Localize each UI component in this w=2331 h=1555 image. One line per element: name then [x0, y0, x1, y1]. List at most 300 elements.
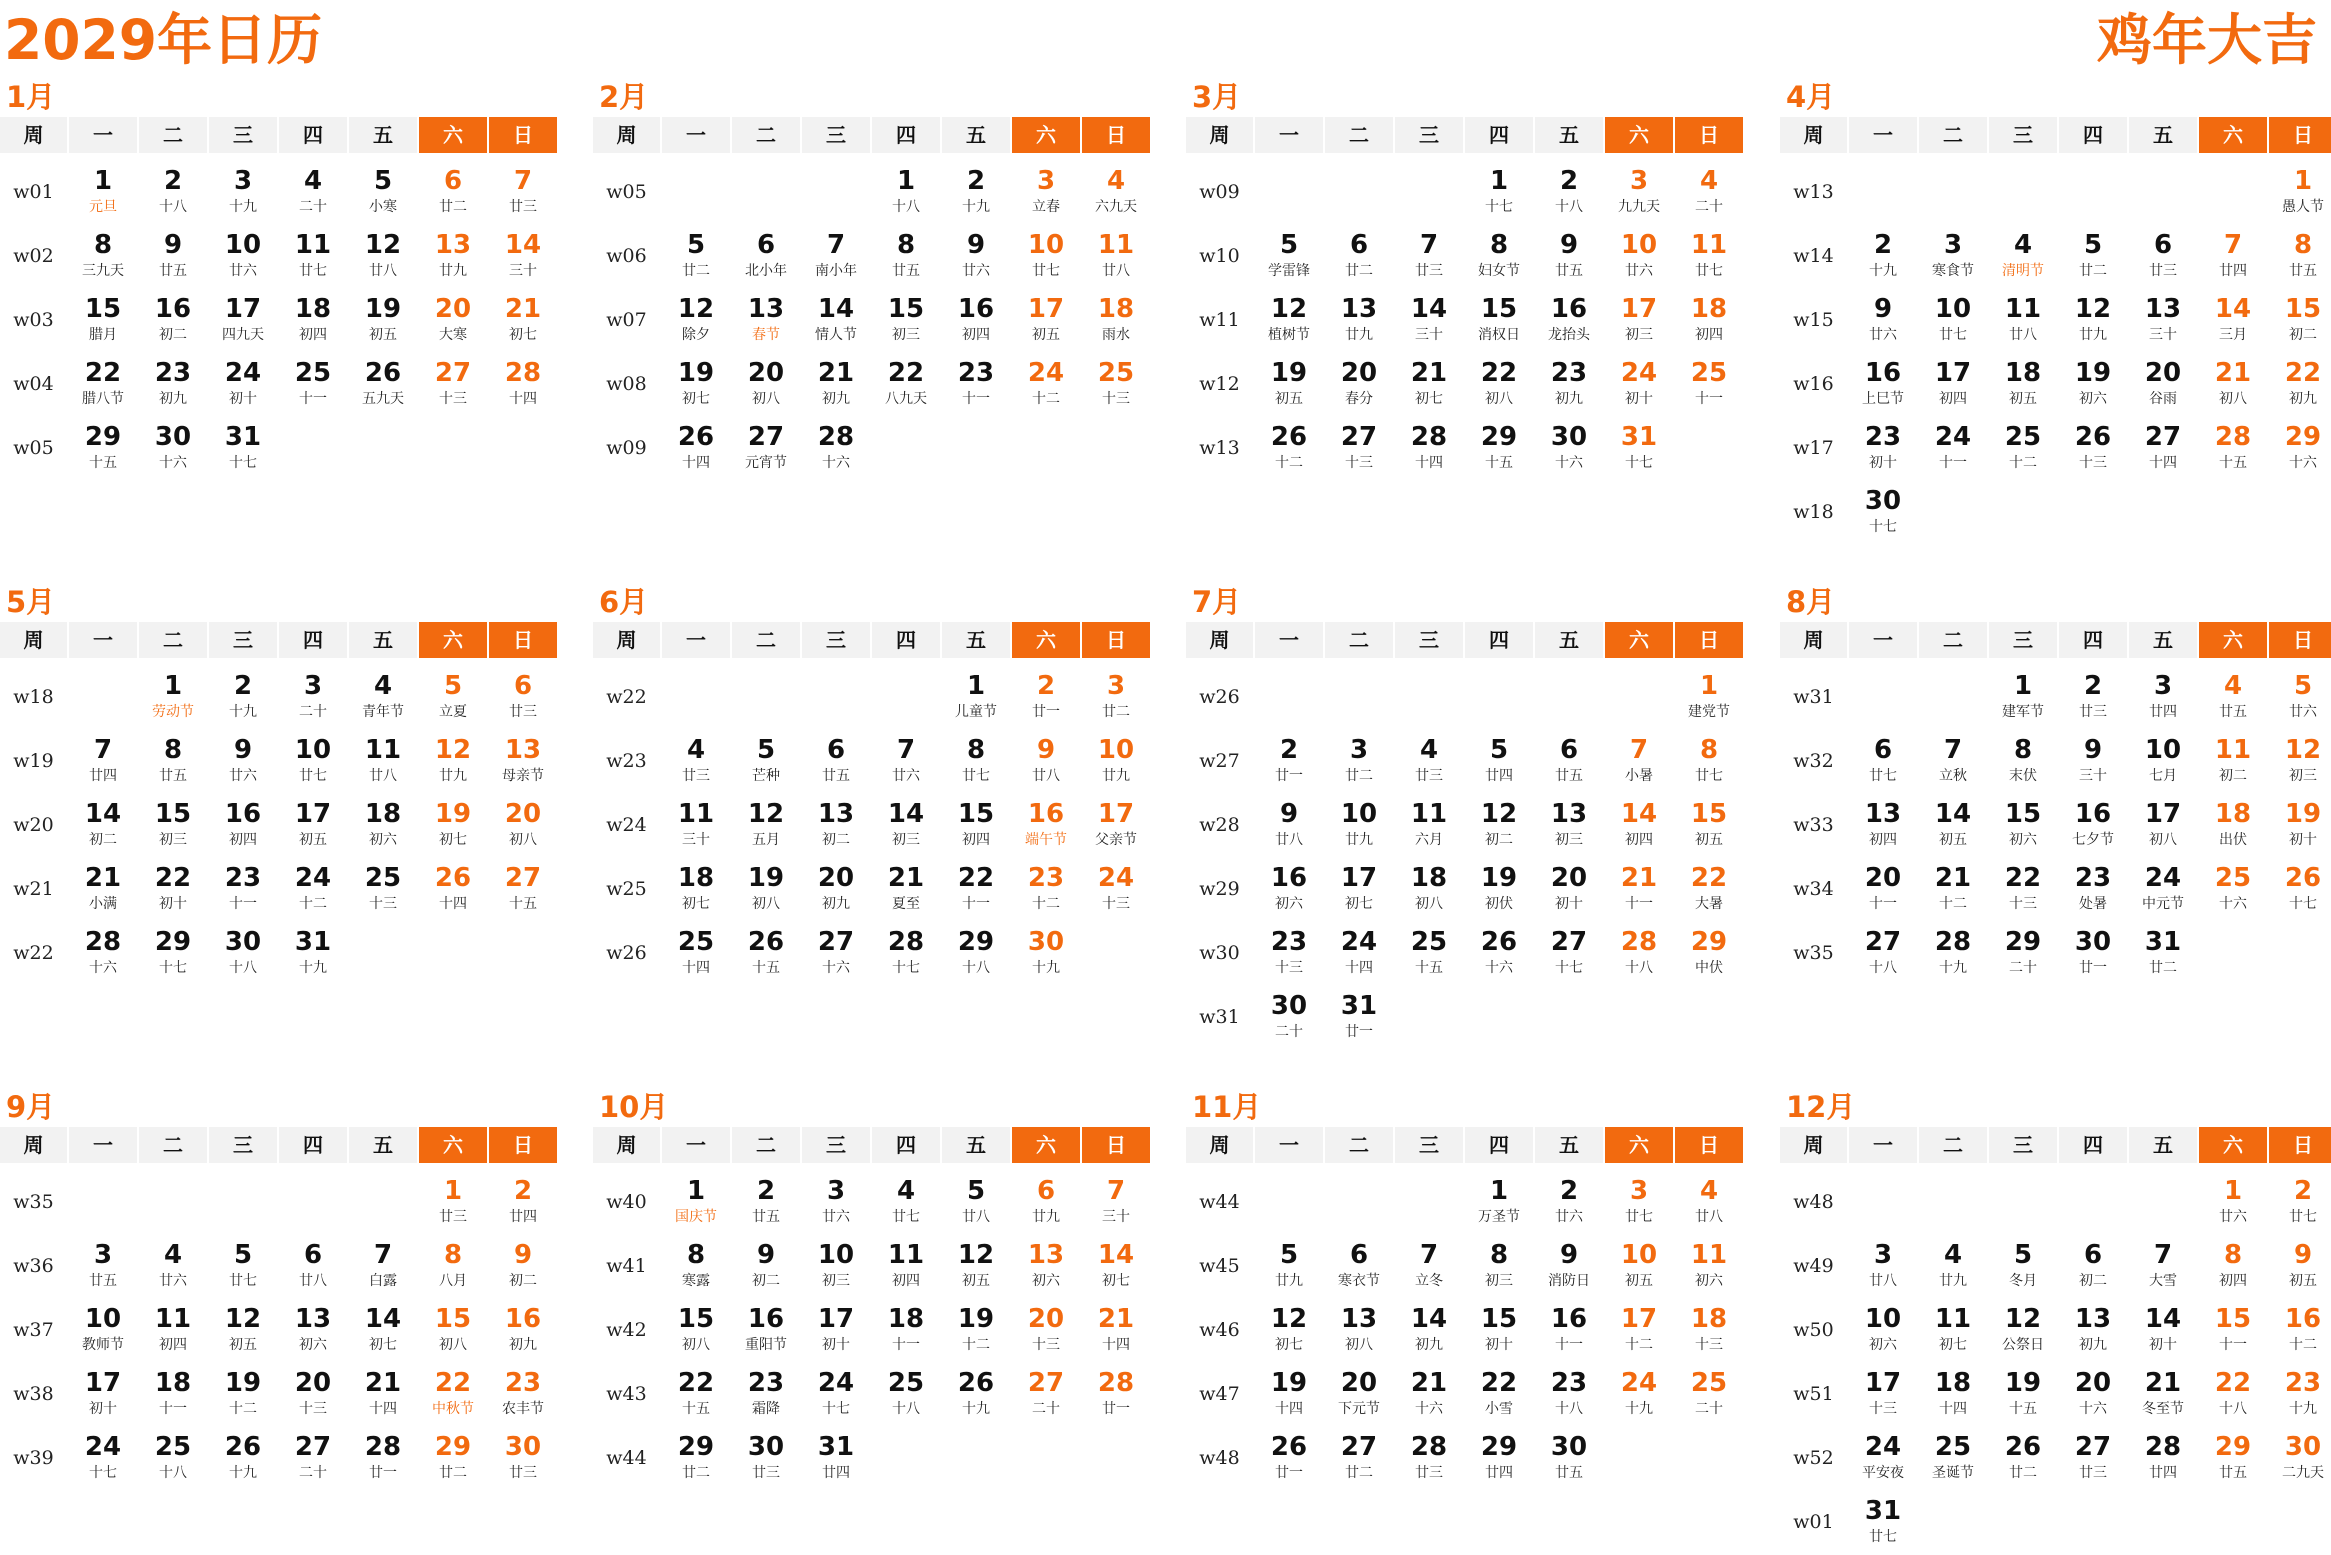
day-cell[interactable]	[801, 1431, 871, 1483]
day-cell[interactable]	[348, 798, 418, 850]
day-cell[interactable]	[1011, 926, 1081, 978]
day-cell[interactable]	[941, 670, 1011, 722]
day-cell[interactable]	[68, 1303, 138, 1355]
day-cell[interactable]	[1988, 357, 2058, 409]
day-cell[interactable]	[1848, 798, 1918, 850]
day-cell[interactable]	[1674, 862, 1744, 914]
day-cell[interactable]	[801, 421, 871, 473]
day-cell[interactable]	[941, 357, 1011, 409]
day-cell[interactable]	[2198, 1367, 2268, 1419]
day-cell[interactable]	[278, 1239, 348, 1291]
day-cell[interactable]	[1394, 862, 1464, 914]
day-cell[interactable]	[871, 1303, 941, 1355]
day-cell[interactable]	[68, 357, 138, 409]
day-cell[interactable]	[2058, 357, 2128, 409]
day-cell[interactable]	[1848, 1303, 1918, 1355]
day-cell[interactable]	[138, 734, 208, 786]
day-cell[interactable]	[1848, 1367, 1918, 1419]
day-cell[interactable]	[488, 1175, 558, 1227]
day-cell[interactable]	[348, 734, 418, 786]
day-cell[interactable]	[801, 1239, 871, 1291]
day-cell[interactable]	[418, 165, 488, 217]
day-cell[interactable]	[1534, 1303, 1604, 1355]
day-cell[interactable]	[278, 357, 348, 409]
day-cell[interactable]	[418, 670, 488, 722]
day-cell[interactable]	[488, 798, 558, 850]
day-cell[interactable]	[661, 1431, 731, 1483]
day-cell[interactable]	[208, 862, 278, 914]
day-cell[interactable]	[2198, 1431, 2268, 1483]
day-cell[interactable]	[1848, 862, 1918, 914]
day-cell[interactable]	[1464, 1303, 1534, 1355]
day-cell[interactable]	[2058, 1303, 2128, 1355]
day-cell[interactable]	[1918, 421, 1988, 473]
day-cell[interactable]	[1918, 734, 1988, 786]
day-cell[interactable]	[418, 798, 488, 850]
day-cell[interactable]	[1011, 357, 1081, 409]
day-cell[interactable]	[2268, 357, 2331, 409]
day-cell[interactable]	[801, 229, 871, 281]
day-cell[interactable]	[2128, 357, 2198, 409]
day-cell[interactable]	[68, 798, 138, 850]
day-cell[interactable]	[1674, 229, 1744, 281]
day-cell[interactable]	[488, 165, 558, 217]
day-cell[interactable]	[2128, 1367, 2198, 1419]
day-cell[interactable]	[2058, 734, 2128, 786]
day-cell[interactable]	[661, 229, 731, 281]
day-cell[interactable]	[1848, 1495, 1918, 1547]
day-cell[interactable]	[138, 1367, 208, 1419]
day-cell[interactable]	[1394, 926, 1464, 978]
day-cell[interactable]	[1988, 421, 2058, 473]
day-cell[interactable]	[1848, 926, 1918, 978]
day-cell[interactable]	[1674, 1367, 1744, 1419]
day-cell[interactable]	[1324, 926, 1394, 978]
day-cell[interactable]	[1604, 1239, 1674, 1291]
day-cell[interactable]	[1394, 1431, 1464, 1483]
day-cell[interactable]	[1604, 293, 1674, 345]
day-cell[interactable]	[2058, 862, 2128, 914]
day-cell[interactable]	[1464, 357, 1534, 409]
day-cell[interactable]	[418, 734, 488, 786]
day-cell[interactable]	[1604, 1175, 1674, 1227]
day-cell[interactable]	[1534, 357, 1604, 409]
day-cell[interactable]	[1464, 862, 1534, 914]
day-cell[interactable]	[871, 798, 941, 850]
day-cell[interactable]	[801, 1175, 871, 1227]
day-cell[interactable]	[871, 165, 941, 217]
day-cell[interactable]	[1848, 357, 1918, 409]
day-cell[interactable]	[1394, 798, 1464, 850]
day-cell[interactable]	[1988, 798, 2058, 850]
day-cell[interactable]	[208, 1303, 278, 1355]
day-cell[interactable]	[1324, 293, 1394, 345]
day-cell[interactable]	[2268, 1175, 2331, 1227]
day-cell[interactable]	[488, 1431, 558, 1483]
day-cell[interactable]	[1464, 1175, 1534, 1227]
day-cell[interactable]	[2198, 421, 2268, 473]
day-cell[interactable]	[871, 293, 941, 345]
day-cell[interactable]	[1464, 1367, 1534, 1419]
day-cell[interactable]	[1324, 862, 1394, 914]
day-cell[interactable]	[1674, 1303, 1744, 1355]
day-cell[interactable]	[208, 293, 278, 345]
day-cell[interactable]	[348, 293, 418, 345]
day-cell[interactable]	[1254, 926, 1324, 978]
day-cell[interactable]	[1254, 357, 1324, 409]
day-cell[interactable]	[278, 165, 348, 217]
day-cell[interactable]	[2058, 798, 2128, 850]
day-cell[interactable]	[278, 798, 348, 850]
day-cell[interactable]	[1254, 1303, 1324, 1355]
day-cell[interactable]	[2268, 1367, 2331, 1419]
day-cell[interactable]	[661, 293, 731, 345]
day-cell[interactable]	[1254, 1367, 1324, 1419]
day-cell[interactable]	[1674, 1239, 1744, 1291]
day-cell[interactable]	[348, 1431, 418, 1483]
day-cell[interactable]	[418, 862, 488, 914]
day-cell[interactable]	[278, 1303, 348, 1355]
day-cell[interactable]	[661, 798, 731, 850]
day-cell[interactable]	[418, 1239, 488, 1291]
day-cell[interactable]	[941, 165, 1011, 217]
day-cell[interactable]	[941, 1367, 1011, 1419]
day-cell[interactable]	[1011, 1239, 1081, 1291]
day-cell[interactable]	[2268, 1239, 2331, 1291]
day-cell[interactable]	[68, 926, 138, 978]
day-cell[interactable]	[1988, 670, 2058, 722]
day-cell[interactable]	[488, 1303, 558, 1355]
day-cell[interactable]	[871, 926, 941, 978]
day-cell[interactable]	[348, 165, 418, 217]
day-cell[interactable]	[2268, 229, 2331, 281]
day-cell[interactable]	[1394, 357, 1464, 409]
day-cell[interactable]	[1464, 798, 1534, 850]
day-cell[interactable]	[1011, 293, 1081, 345]
day-cell[interactable]	[731, 734, 801, 786]
day-cell[interactable]	[348, 1303, 418, 1355]
day-cell[interactable]	[138, 421, 208, 473]
day-cell[interactable]	[138, 670, 208, 722]
day-cell[interactable]	[1918, 926, 1988, 978]
day-cell[interactable]	[941, 926, 1011, 978]
day-cell[interactable]	[1988, 926, 2058, 978]
day-cell[interactable]	[138, 229, 208, 281]
day-cell[interactable]	[1081, 1239, 1151, 1291]
day-cell[interactable]	[1464, 229, 1534, 281]
day-cell[interactable]	[278, 734, 348, 786]
day-cell[interactable]	[68, 165, 138, 217]
day-cell[interactable]	[1918, 357, 1988, 409]
day-cell[interactable]	[731, 1239, 801, 1291]
day-cell[interactable]	[2128, 1303, 2198, 1355]
day-cell[interactable]	[871, 1175, 941, 1227]
day-cell[interactable]	[941, 229, 1011, 281]
day-cell[interactable]	[1988, 734, 2058, 786]
day-cell[interactable]	[1324, 357, 1394, 409]
day-cell[interactable]	[1011, 1303, 1081, 1355]
day-cell[interactable]	[1324, 421, 1394, 473]
day-cell[interactable]	[1534, 165, 1604, 217]
day-cell[interactable]	[2268, 1303, 2331, 1355]
day-cell[interactable]	[1604, 798, 1674, 850]
day-cell[interactable]	[1988, 229, 2058, 281]
day-cell[interactable]	[208, 1431, 278, 1483]
day-cell[interactable]	[278, 1431, 348, 1483]
day-cell[interactable]	[1848, 1239, 1918, 1291]
day-cell[interactable]	[348, 1367, 418, 1419]
day-cell[interactable]	[1988, 1239, 2058, 1291]
day-cell[interactable]	[1081, 1175, 1151, 1227]
day-cell[interactable]	[1604, 926, 1674, 978]
day-cell[interactable]	[661, 421, 731, 473]
day-cell[interactable]	[1324, 990, 1394, 1042]
day-cell[interactable]	[1394, 1367, 1464, 1419]
day-cell[interactable]	[488, 1239, 558, 1291]
day-cell[interactable]	[208, 1367, 278, 1419]
day-cell[interactable]	[1324, 1303, 1394, 1355]
day-cell[interactable]	[208, 926, 278, 978]
day-cell[interactable]	[2268, 798, 2331, 850]
day-cell[interactable]	[2128, 862, 2198, 914]
day-cell[interactable]	[2128, 926, 2198, 978]
day-cell[interactable]	[1918, 1239, 1988, 1291]
day-cell[interactable]	[2198, 734, 2268, 786]
day-cell[interactable]	[1324, 734, 1394, 786]
day-cell[interactable]	[1394, 421, 1464, 473]
day-cell[interactable]	[2128, 670, 2198, 722]
day-cell[interactable]	[1918, 798, 1988, 850]
day-cell[interactable]	[208, 670, 278, 722]
day-cell[interactable]	[1464, 734, 1534, 786]
day-cell[interactable]	[138, 926, 208, 978]
day-cell[interactable]	[2198, 862, 2268, 914]
day-cell[interactable]	[1011, 734, 1081, 786]
day-cell[interactable]	[2198, 1175, 2268, 1227]
day-cell[interactable]	[208, 1239, 278, 1291]
day-cell[interactable]	[1604, 1303, 1674, 1355]
day-cell[interactable]	[138, 357, 208, 409]
day-cell[interactable]	[2268, 165, 2331, 217]
day-cell[interactable]	[1534, 1367, 1604, 1419]
day-cell[interactable]	[2128, 293, 2198, 345]
day-cell[interactable]	[138, 293, 208, 345]
day-cell[interactable]	[801, 357, 871, 409]
day-cell[interactable]	[1534, 229, 1604, 281]
day-cell[interactable]	[1534, 862, 1604, 914]
day-cell[interactable]	[1534, 734, 1604, 786]
day-cell[interactable]	[208, 798, 278, 850]
day-cell[interactable]	[2268, 421, 2331, 473]
day-cell[interactable]	[2198, 357, 2268, 409]
day-cell[interactable]	[348, 862, 418, 914]
day-cell[interactable]	[661, 926, 731, 978]
day-cell[interactable]	[488, 293, 558, 345]
day-cell[interactable]	[1324, 1367, 1394, 1419]
day-cell[interactable]	[1534, 1239, 1604, 1291]
day-cell[interactable]	[2128, 734, 2198, 786]
day-cell[interactable]	[1254, 734, 1324, 786]
day-cell[interactable]	[1464, 1239, 1534, 1291]
day-cell[interactable]	[208, 229, 278, 281]
day-cell[interactable]	[488, 670, 558, 722]
day-cell[interactable]	[68, 1239, 138, 1291]
day-cell[interactable]	[2198, 1239, 2268, 1291]
day-cell[interactable]	[1394, 734, 1464, 786]
day-cell[interactable]	[1848, 734, 1918, 786]
day-cell[interactable]	[68, 1431, 138, 1483]
day-cell[interactable]	[871, 1239, 941, 1291]
day-cell[interactable]	[1011, 862, 1081, 914]
day-cell[interactable]	[1081, 1367, 1151, 1419]
day-cell[interactable]	[1604, 734, 1674, 786]
day-cell[interactable]	[348, 229, 418, 281]
day-cell[interactable]	[2128, 1431, 2198, 1483]
day-cell[interactable]	[1918, 229, 1988, 281]
day-cell[interactable]	[138, 862, 208, 914]
day-cell[interactable]	[68, 734, 138, 786]
day-cell[interactable]	[1674, 734, 1744, 786]
day-cell[interactable]	[2058, 1431, 2128, 1483]
day-cell[interactable]	[348, 670, 418, 722]
day-cell[interactable]	[1534, 1175, 1604, 1227]
day-cell[interactable]	[1674, 357, 1744, 409]
day-cell[interactable]	[2128, 798, 2198, 850]
day-cell[interactable]	[801, 798, 871, 850]
day-cell[interactable]	[1604, 862, 1674, 914]
day-cell[interactable]	[731, 293, 801, 345]
day-cell[interactable]	[661, 1303, 731, 1355]
day-cell[interactable]	[208, 165, 278, 217]
day-cell[interactable]	[801, 862, 871, 914]
day-cell[interactable]	[1534, 1431, 1604, 1483]
day-cell[interactable]	[731, 798, 801, 850]
day-cell[interactable]	[208, 421, 278, 473]
day-cell[interactable]	[68, 862, 138, 914]
day-cell[interactable]	[2058, 229, 2128, 281]
day-cell[interactable]	[1394, 229, 1464, 281]
day-cell[interactable]	[871, 862, 941, 914]
day-cell[interactable]	[731, 1175, 801, 1227]
day-cell[interactable]	[1988, 1303, 2058, 1355]
day-cell[interactable]	[801, 734, 871, 786]
day-cell[interactable]	[1604, 229, 1674, 281]
day-cell[interactable]	[418, 1367, 488, 1419]
day-cell[interactable]	[1534, 421, 1604, 473]
day-cell[interactable]	[278, 229, 348, 281]
day-cell[interactable]	[1324, 1239, 1394, 1291]
day-cell[interactable]	[661, 734, 731, 786]
day-cell[interactable]	[1464, 1431, 1534, 1483]
day-cell[interactable]	[871, 229, 941, 281]
day-cell[interactable]	[731, 1303, 801, 1355]
day-cell[interactable]	[731, 421, 801, 473]
day-cell[interactable]	[1674, 165, 1744, 217]
day-cell[interactable]	[418, 357, 488, 409]
day-cell[interactable]	[2268, 734, 2331, 786]
day-cell[interactable]	[1324, 798, 1394, 850]
day-cell[interactable]	[2198, 293, 2268, 345]
day-cell[interactable]	[1254, 293, 1324, 345]
day-cell[interactable]	[418, 1431, 488, 1483]
day-cell[interactable]	[2268, 1431, 2331, 1483]
day-cell[interactable]	[1848, 229, 1918, 281]
day-cell[interactable]	[1081, 862, 1151, 914]
day-cell[interactable]	[1604, 421, 1674, 473]
day-cell[interactable]	[1081, 229, 1151, 281]
day-cell[interactable]	[661, 357, 731, 409]
day-cell[interactable]	[1324, 229, 1394, 281]
day-cell[interactable]	[731, 229, 801, 281]
day-cell[interactable]	[1464, 165, 1534, 217]
day-cell[interactable]	[661, 1175, 731, 1227]
day-cell[interactable]	[661, 1239, 731, 1291]
day-cell[interactable]	[2268, 670, 2331, 722]
day-cell[interactable]	[1988, 293, 2058, 345]
day-cell[interactable]	[1081, 165, 1151, 217]
day-cell[interactable]	[1674, 1175, 1744, 1227]
day-cell[interactable]	[941, 798, 1011, 850]
day-cell[interactable]	[1848, 293, 1918, 345]
day-cell[interactable]	[1081, 734, 1151, 786]
day-cell[interactable]	[1254, 229, 1324, 281]
day-cell[interactable]	[1081, 670, 1151, 722]
day-cell[interactable]	[1081, 357, 1151, 409]
day-cell[interactable]	[731, 357, 801, 409]
day-cell[interactable]	[1324, 1431, 1394, 1483]
day-cell[interactable]	[2198, 670, 2268, 722]
day-cell[interactable]	[1674, 798, 1744, 850]
day-cell[interactable]	[68, 421, 138, 473]
day-cell[interactable]	[731, 862, 801, 914]
day-cell[interactable]	[801, 1303, 871, 1355]
day-cell[interactable]	[1464, 926, 1534, 978]
day-cell[interactable]	[1604, 165, 1674, 217]
day-cell[interactable]	[1534, 926, 1604, 978]
day-cell[interactable]	[138, 1431, 208, 1483]
day-cell[interactable]	[488, 357, 558, 409]
day-cell[interactable]	[661, 862, 731, 914]
day-cell[interactable]	[2198, 229, 2268, 281]
day-cell[interactable]	[1604, 357, 1674, 409]
day-cell[interactable]	[1011, 1367, 1081, 1419]
day-cell[interactable]	[1254, 798, 1324, 850]
day-cell[interactable]	[801, 926, 871, 978]
day-cell[interactable]	[2058, 421, 2128, 473]
day-cell[interactable]	[1918, 862, 1988, 914]
day-cell[interactable]	[488, 862, 558, 914]
day-cell[interactable]	[138, 1303, 208, 1355]
day-cell[interactable]	[418, 1303, 488, 1355]
day-cell[interactable]	[2268, 862, 2331, 914]
day-cell[interactable]	[348, 357, 418, 409]
day-cell[interactable]	[1674, 670, 1744, 722]
day-cell[interactable]	[1988, 862, 2058, 914]
day-cell[interactable]	[941, 734, 1011, 786]
day-cell[interactable]	[1464, 421, 1534, 473]
day-cell[interactable]	[1394, 1239, 1464, 1291]
day-cell[interactable]	[2128, 421, 2198, 473]
day-cell[interactable]	[488, 734, 558, 786]
day-cell[interactable]	[1848, 421, 1918, 473]
day-cell[interactable]	[278, 1367, 348, 1419]
day-cell[interactable]	[1011, 165, 1081, 217]
day-cell[interactable]	[1918, 1367, 1988, 1419]
day-cell[interactable]	[941, 862, 1011, 914]
day-cell[interactable]	[2198, 1303, 2268, 1355]
day-cell[interactable]	[2268, 293, 2331, 345]
day-cell[interactable]	[871, 734, 941, 786]
